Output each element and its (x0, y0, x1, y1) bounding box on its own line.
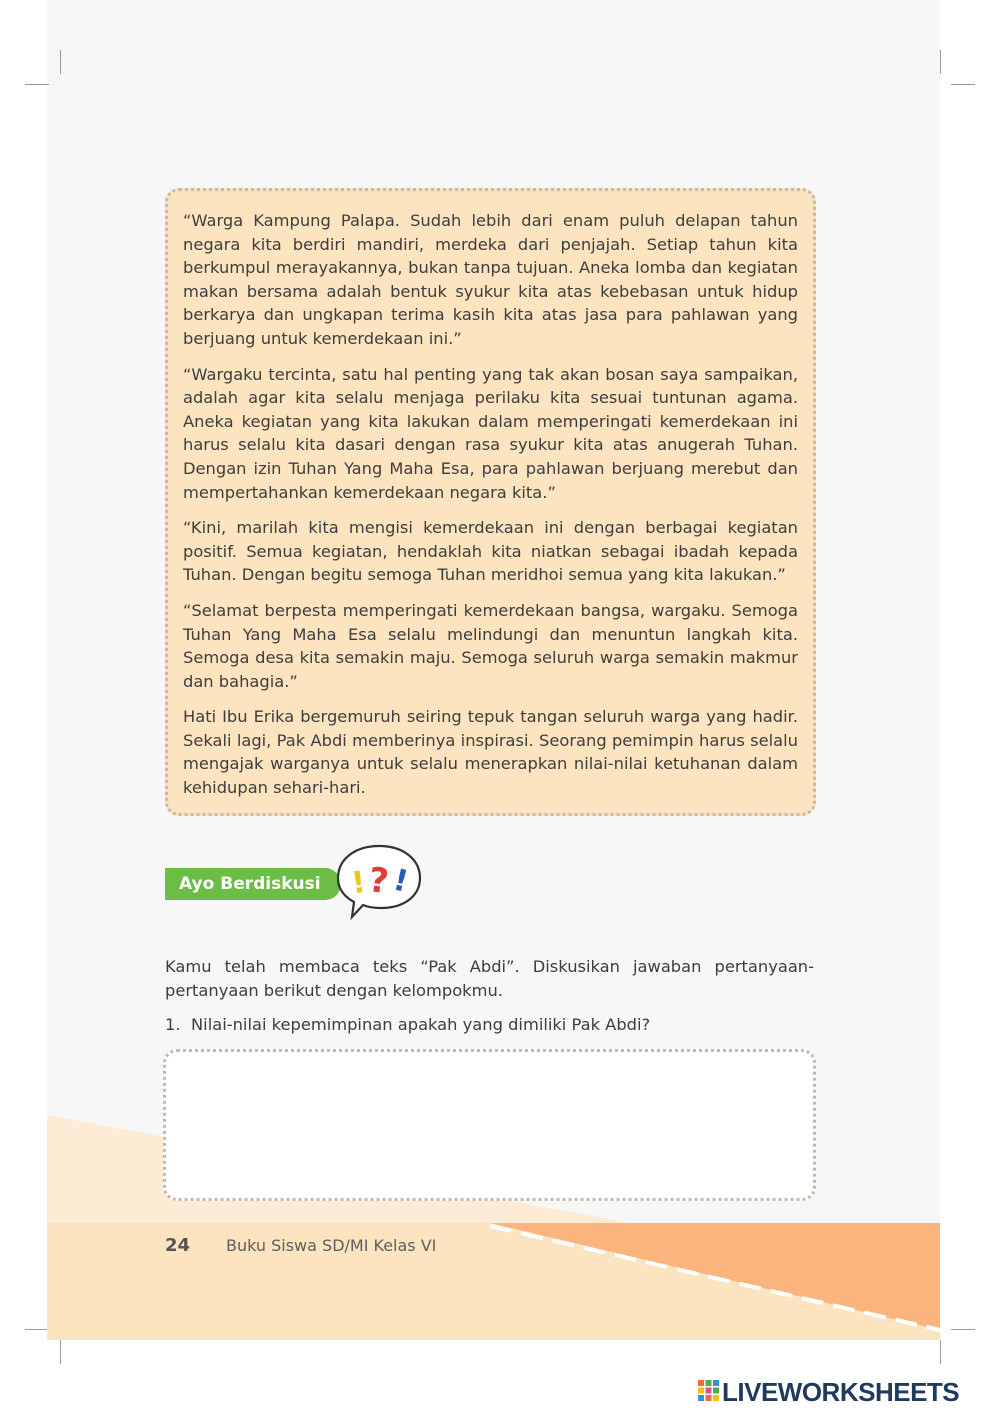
story-paragraph: “Wargaku tercinta, satu hal penting yang tak akan bosan saya sampaikan, adalah agar kita selalu menjaga perilaku kita sesuai tuntunan agama. Aneka kegiatan yang kita lakukan dalam memperingati kemerdekaan ini harus selalu kita dasari dengan rasa syukur kita atas anugerah Tuhan. Dengan izin Tuhan Yang Maha Esa, para pahlawan berjuang merebut dan mempertahankan kemerdekaan negara kita.” (183, 364, 798, 502)
discussion-intro: Kamu telah membaca teks “Pak Abdi”. Diskusikan jawaban pertanyaan-pertanyaan berikut dengan kelompokmu. (165, 957, 814, 1000)
crop-mark (951, 84, 975, 85)
question-number: 1. (165, 1015, 181, 1034)
story-box (165, 188, 816, 816)
speech-bubble-exclamation-icon (334, 840, 424, 920)
crop-mark (60, 50, 61, 74)
page-number: 24 (165, 1235, 191, 1256)
crop-mark (940, 50, 941, 74)
discussion-tag: Ayo Berdiskusi (165, 868, 341, 900)
story-paragraph: “Warga Kampung Palapa. Sudah lebih dari enam puluh delapan tahun negara kita berdiri mandiri, merdeka dari penjajah. Setiap tahun kita berkumpul merayakannya, bukan tanpa tujuan. Aneka lomba dan kegiatan makan bersama adalah bentuk syukur kita atas kebebasan untuk hidup berkarya dan ungkapan terima kasih kita atas jasa para pahlawan yang berjuang untuk kemerdekaan ini.” (183, 211, 798, 348)
answer-input-box[interactable] (163, 1049, 816, 1201)
svg-text:!: ! (349, 864, 368, 902)
story-paragraph: “Kini, marilah kita mengisi kemerdekaan ini dengan berbagai kegiatan positif. Semua kegiatan, hendaklah kita niatkan sebagai ibadah kepada Tuhan. Dengan begitu semoga Tuhan meridhoi semua yang kita lakukan.” (183, 518, 798, 585)
crop-mark (25, 1329, 49, 1330)
book-title: Buku Siswa SD/MI Kelas VI (226, 1236, 437, 1255)
svg-text:!: ! (389, 862, 412, 900)
crop-mark (940, 1340, 941, 1364)
story-paragraph: Hati Ibu Erika bergemuruh seiring tepuk tangan seluruh warga yang hadir. Sekali lagi, Pak Abdi memberinya inspirasi. Seorang pemimpin harus selalu mengajak warganya untuk selalu menerapkan nilai-nilai ketuhanan dalam kehidupan sehari-hari. (183, 707, 798, 798)
crop-mark (25, 84, 49, 85)
crop-mark (951, 1329, 975, 1330)
question-item (165, 1013, 814, 1037)
svg-text:?: ? (366, 860, 391, 903)
liveworksheets-logo-icon (698, 1380, 720, 1402)
question-text: Nilai-nilai kepemimpinan apakah yang dimiliki Pak Abdi? (191, 1015, 651, 1034)
story-paragraph: “Selamat berpesta memperingati kemerdekaan bangsa, wargaku. Semoga Tuhan Yang Maha Esa selalu melindungi dan menuntun langkah kita. Semoga desa kita semakin maju. Semoga seluruh warga semakin makmur dan bahagia.” (183, 600, 798, 691)
liveworksheets-wordmark: LIVEWORKSHEETS (722, 1377, 960, 1407)
crop-mark (60, 1340, 61, 1364)
